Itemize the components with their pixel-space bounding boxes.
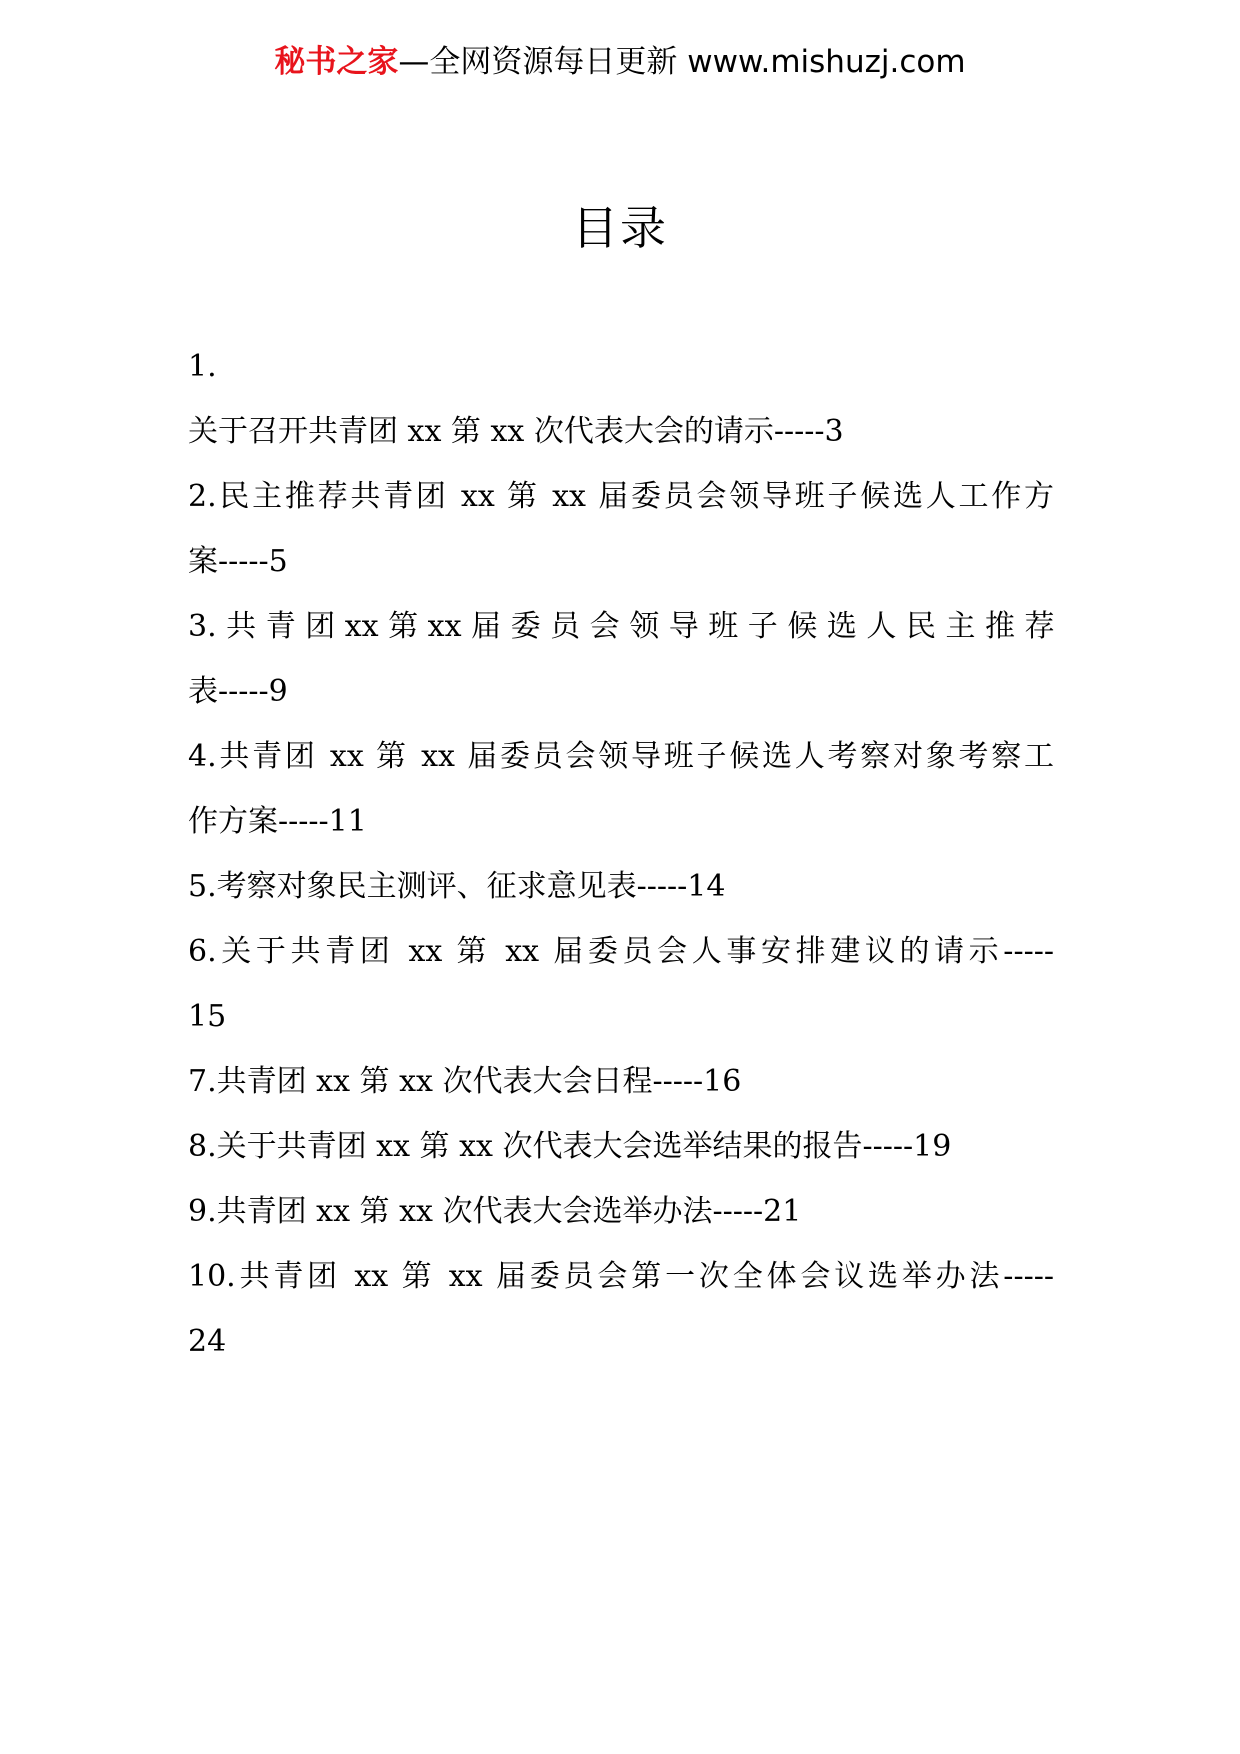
table-of-contents	[188, 334, 1054, 1374]
toc-line-8: 作方案-----11	[188, 804, 367, 839]
toc-line-9: 5.考察对象民主测评、征求意见表-----14	[188, 869, 726, 904]
toc-line-11: 15	[188, 999, 227, 1034]
toc-line-16: 24	[188, 1324, 227, 1359]
site-slogan: —全网资源每日更新 www.mishuzj.com	[398, 44, 966, 80]
toc-line-4: 案-----5	[188, 544, 288, 579]
toc-line-3: 2.民主推荐共青团 xx 第 xx 届委员会领导班子候选人工作方	[188, 479, 1054, 514]
toc-line-15: 10.共青团 xx 第 xx 届委员会第一次全体会议选举办法-----	[188, 1259, 1054, 1294]
toc-line-7: 4.共青团 xx 第 xx 届委员会领导班子候选人考察对象考察工	[188, 739, 1054, 774]
toc-line-14: 9.共青团 xx 第 xx 次代表大会选举办法-----21	[188, 1194, 802, 1229]
brand-name: 秘书之家	[274, 44, 399, 80]
toc-line-13: 8.关于共青团 xx 第 xx 次代表大会选举结果的报告-----19	[188, 1129, 952, 1164]
toc-line-1: 1.	[188, 349, 217, 384]
site-header	[0, 42, 1240, 82]
toc-line-6: 表-----9	[188, 674, 288, 709]
toc-line-12: 7.共青团 xx 第 xx 次代表大会日程-----16	[188, 1064, 742, 1099]
document-title: 目录	[572, 201, 668, 255]
toc-line-5: 3. 共 青 团 xx 第 xx 届 委 员 会 领 导 班 子 候 选 人 民 主 推 荐	[188, 609, 1055, 644]
toc-line-2: 关于召开共青团 xx 第 xx 次代表大会的请示-----3	[188, 414, 844, 449]
toc-line-10: 6.关于共青团 xx 第 xx 届委员会人事安排建议的请示-----	[188, 934, 1054, 969]
